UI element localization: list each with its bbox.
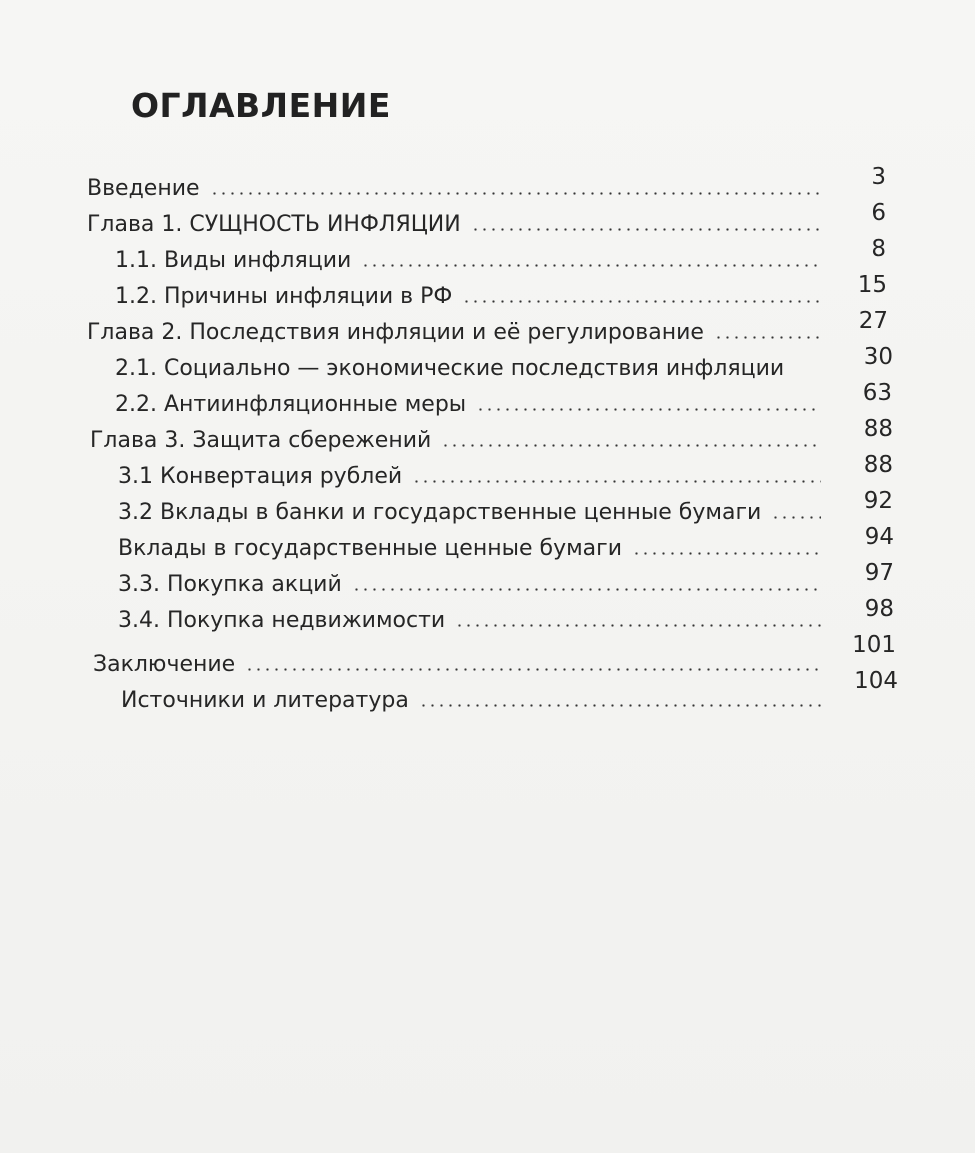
dot-leader (476, 408, 821, 411)
dot-leader (419, 704, 821, 707)
dot-leader (455, 624, 821, 627)
toc-page-number: 15 (857, 272, 887, 298)
toc-entry-text: 2.1. Социально — экономические последствия инфляции (115, 356, 785, 381)
dot-leader (714, 336, 820, 339)
toc-entry-references (121, 684, 821, 718)
toc-entry-text: Заключение (93, 652, 236, 677)
dot-leader (794, 372, 821, 375)
toc-title: ОГЛАВЛЕНИЕ (131, 86, 391, 125)
toc-entry-text: 1.1. Виды инфляции (115, 248, 352, 273)
toc-page-number: 63 (862, 380, 892, 406)
dot-leader (210, 192, 820, 195)
dot-leader (471, 228, 820, 231)
toc-page-number: 6 (871, 200, 886, 226)
toc-entry-section-2-2 (115, 388, 821, 422)
dot-leader (632, 552, 821, 555)
dot-leader (352, 588, 821, 591)
toc-entry-subsection-deposits (118, 532, 821, 566)
toc-page-number: 88 (863, 452, 893, 478)
toc-page-number: 92 (863, 488, 893, 514)
toc-entry-section-3-1 (118, 460, 821, 494)
toc-page-number: 3 (871, 164, 886, 190)
toc-entry-text: 3.3. Покупка акций (118, 572, 342, 597)
dot-leader (245, 668, 821, 671)
toc-entry-text: Глава 2. Последствия инфляции и её регулирование (87, 320, 704, 345)
toc-entry-text: Вклады в государственные ценные бумаги (118, 536, 623, 561)
toc-page-number: 98 (864, 596, 894, 622)
toc-page-number: 30 (863, 344, 893, 370)
toc-entry-chapter-2 (87, 316, 820, 350)
toc-entry-text: Введение (87, 176, 200, 201)
toc-page-number: 94 (864, 524, 894, 550)
toc-entry-section-1-2 (115, 280, 821, 314)
toc-page-number: 97 (864, 560, 894, 586)
toc-entry-text: 3.1 Конвертация рублей (118, 464, 403, 489)
dot-leader (412, 480, 821, 483)
toc-page-number: 8 (871, 236, 886, 262)
dot-leader (771, 516, 821, 519)
toc-entry-text: 3.4. Покупка недвижимости (118, 608, 446, 633)
toc-entry-section-1-1 (115, 244, 821, 278)
toc-entry-introduction (87, 172, 820, 206)
toc-entry-chapter-1 (87, 208, 820, 242)
dot-leader (361, 264, 821, 267)
dot-leader (462, 300, 821, 303)
toc-page-number-row (830, 668, 898, 710)
dot-leader (441, 444, 820, 447)
toc-entry-text: Глава 3. Защита сбережений (90, 428, 432, 453)
toc-entry-section-3-2 (118, 496, 821, 530)
toc-entry-text: Источники и литература (121, 688, 409, 713)
toc-entry-section-2-1 (115, 352, 821, 386)
toc-entry-text: Глава 1. СУЩНОСТЬ ИНФЛЯЦИИ (87, 212, 461, 237)
toc-page-number: 101 (852, 632, 896, 658)
toc-entry-text: 1.2. Причины инфляции в РФ (115, 284, 453, 309)
toc-entry-text: 3.2 Вклады в банки и государственные ценные бумаги (118, 500, 762, 525)
toc-entry-section-3-3 (118, 568, 821, 602)
toc-page-number: 104 (854, 668, 898, 694)
toc-entry-chapter-3 (90, 424, 820, 458)
toc-page-number: 27 (858, 308, 888, 334)
toc-page-number: 88 (863, 416, 893, 442)
toc-entry-text: 2.2. Антиинфляционные меры (115, 392, 467, 417)
toc-entry-section-3-4 (118, 604, 821, 638)
toc-entry-conclusion (93, 648, 821, 682)
